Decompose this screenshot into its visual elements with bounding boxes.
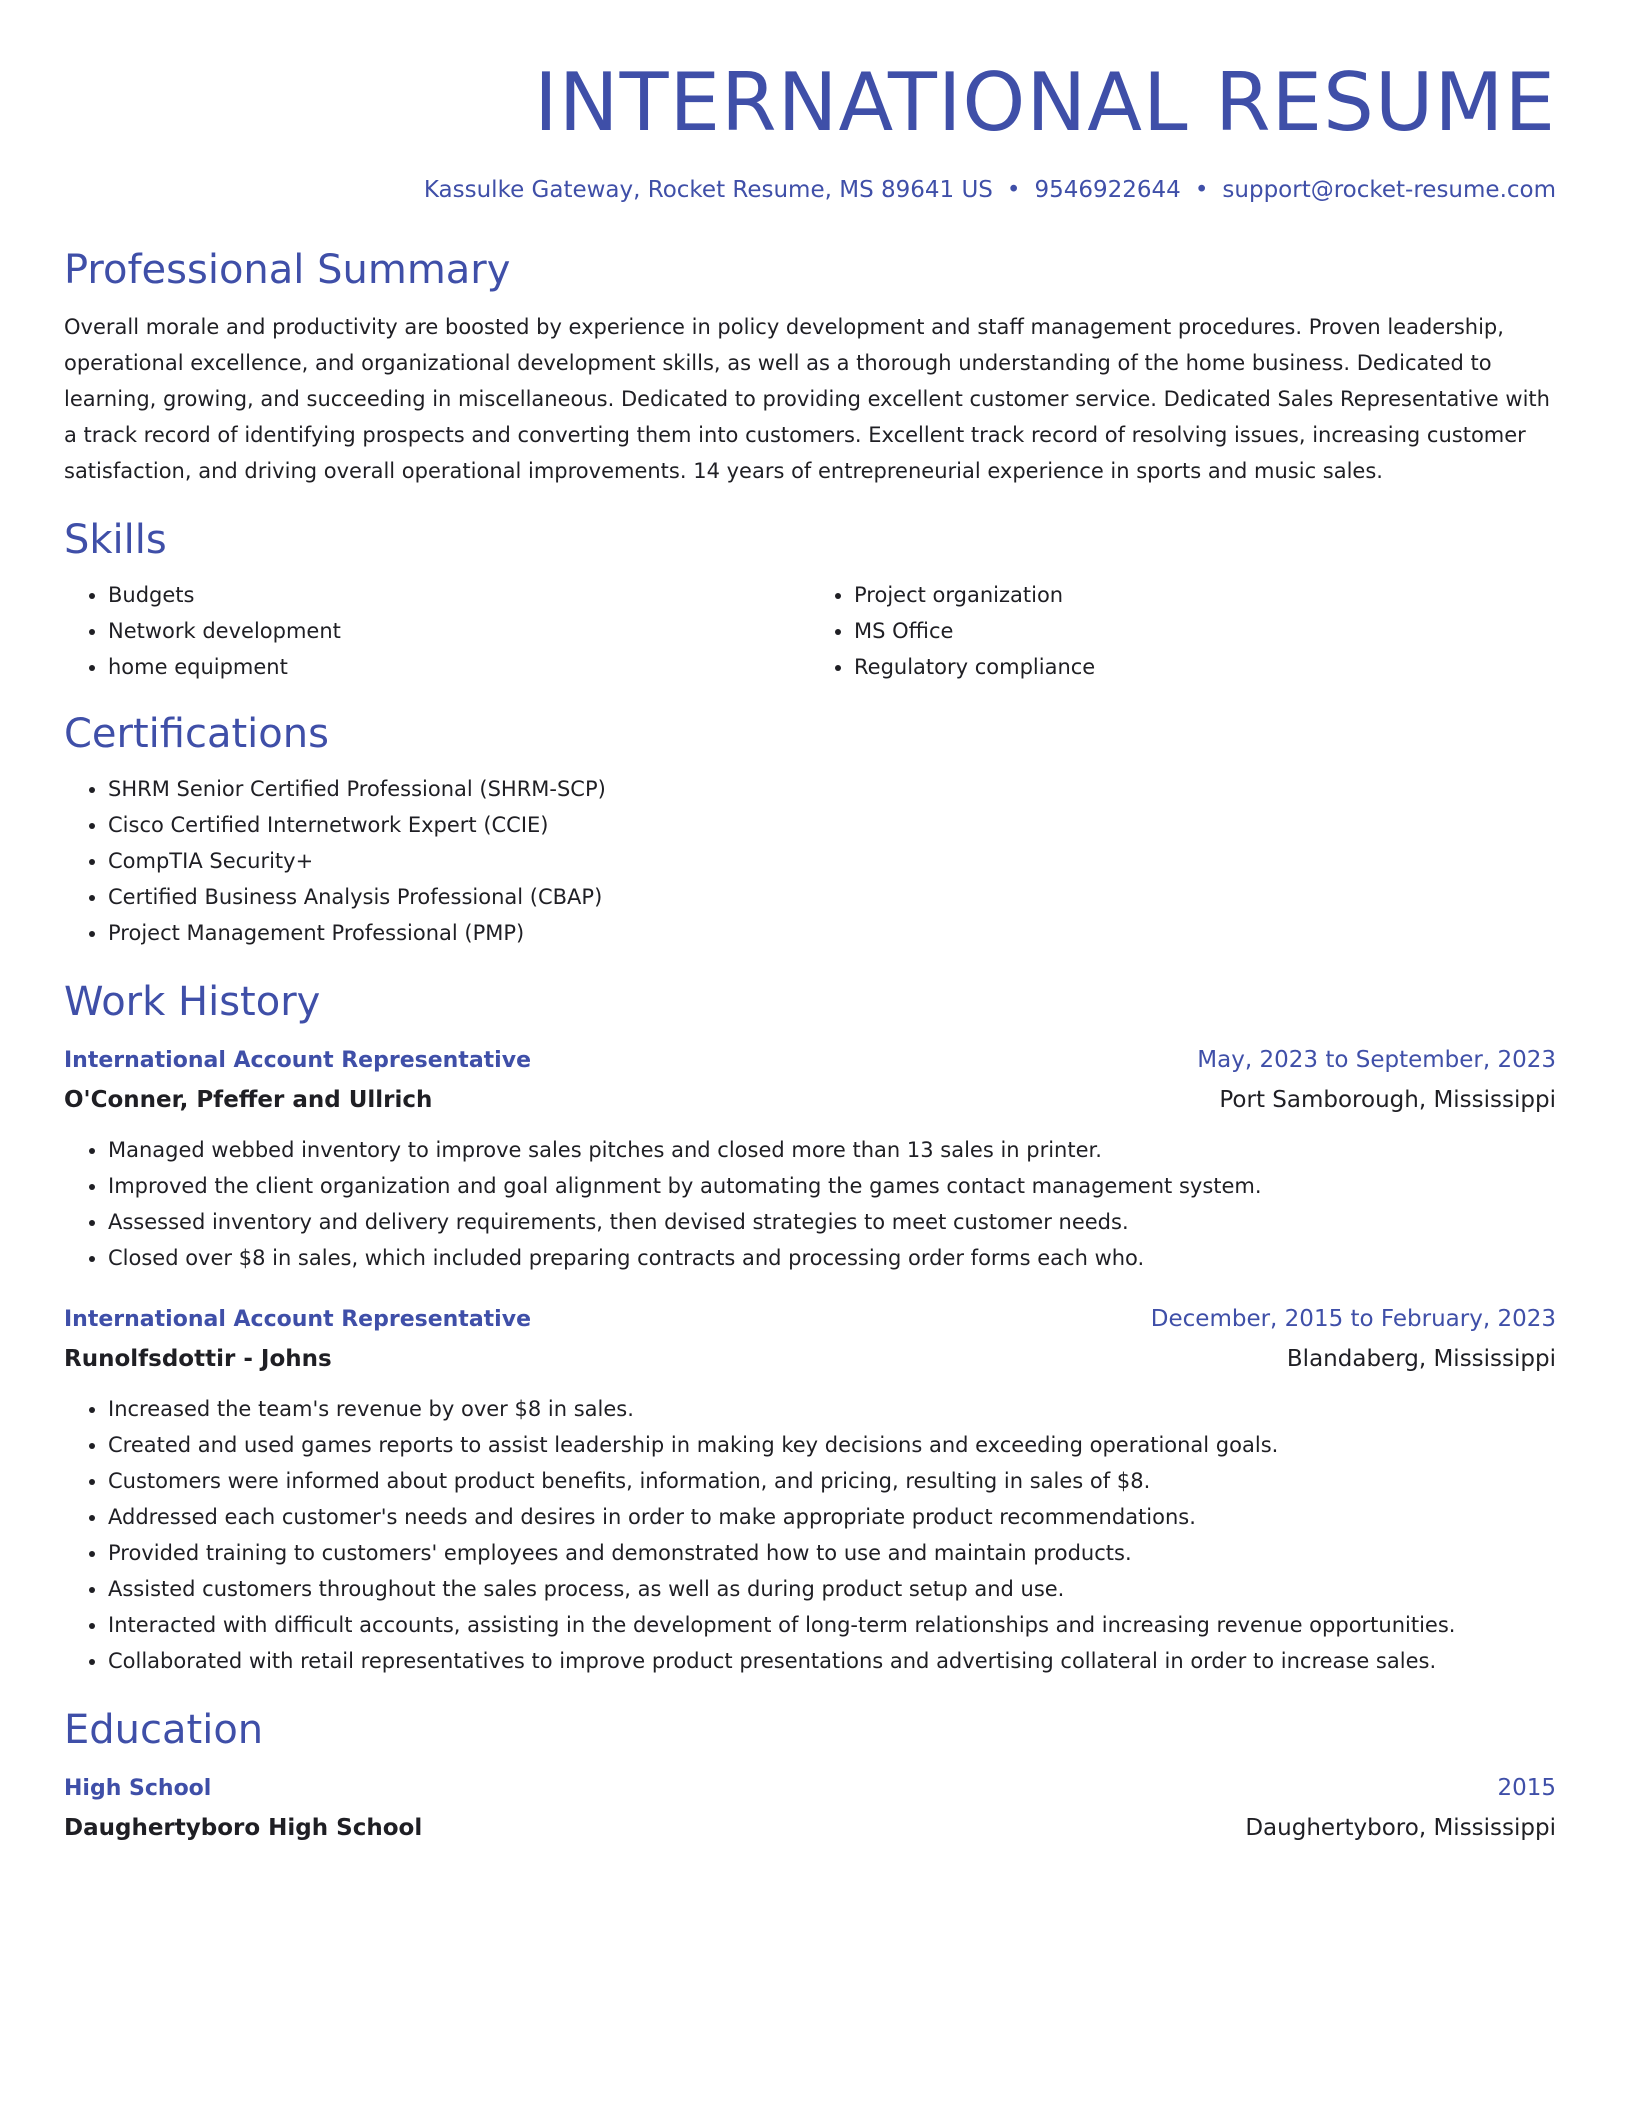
job-dates: December, 2015 to February, 2023 bbox=[1150, 1306, 1556, 1332]
skills-column-left bbox=[64, 577, 810, 685]
job-bullet: • Addressed each customer's needs and desires in order to make appropriate product recommendations. bbox=[108, 1499, 1556, 1535]
job-bullet: • Assessed inventory and delivery requirements, then devised strategies to meet customer needs. bbox=[108, 1204, 1556, 1240]
education-year: 2015 bbox=[1497, 1775, 1556, 1801]
job-bullets bbox=[64, 1391, 1556, 1679]
contact-phone: 9546922644 bbox=[1034, 177, 1181, 203]
certification-item: • CompTIA Security+ bbox=[108, 843, 1556, 879]
skills-list bbox=[64, 577, 1556, 685]
contact-separator: • bbox=[1194, 177, 1209, 203]
job-bullet: • Managed webbed inventory to improve sales pitches and closed more than 13 sales in printer. bbox=[108, 1132, 1556, 1168]
education-school: Daughertyboro High School bbox=[64, 1815, 423, 1841]
certifications-list bbox=[64, 771, 1556, 951]
job-entry bbox=[64, 1041, 1556, 1276]
job-title: International Account Representative bbox=[64, 1307, 531, 1332]
contact-email: support@rocket-resume.com bbox=[1222, 177, 1556, 203]
contact-separator: • bbox=[1006, 177, 1021, 203]
resume-page bbox=[64, 0, 1556, 1848]
job-entry bbox=[64, 1300, 1556, 1679]
certification-item: • Cisco Certified Internetwork Expert (CCIE) bbox=[108, 807, 1556, 843]
certification-item: • SHRM Senior Certified Professional (SHRM-SCP) bbox=[108, 771, 1556, 807]
education-header bbox=[64, 1769, 1556, 1808]
skill-item: • Network development bbox=[108, 613, 810, 649]
job-bullets bbox=[64, 1132, 1556, 1276]
job-bullet: • Created and used games reports to assist leadership in making key decisions and exceeding operational goals. bbox=[108, 1427, 1556, 1463]
job-bullet: • Provided training to customers' employees and demonstrated how to use and maintain products. bbox=[108, 1535, 1556, 1571]
job-bullet: • Assisted customers throughout the sales process, as well as during product setup and use. bbox=[108, 1571, 1556, 1607]
job-subheader bbox=[64, 1339, 1556, 1379]
job-location: Port Samborough, Mississippi bbox=[1219, 1087, 1556, 1113]
education-subheader bbox=[64, 1808, 1556, 1848]
section-heading-education: Education bbox=[64, 1707, 264, 1753]
job-dates: May, 2023 to September, 2023 bbox=[1197, 1047, 1556, 1073]
job-bullet: • Collaborated with retail representatives to improve product presentations and advertising collateral in order to increase sales. bbox=[108, 1643, 1556, 1679]
certification-item: • Certified Business Analysis Professional (CBAP) bbox=[108, 879, 1556, 915]
certification-item: • Project Management Professional (PMP) bbox=[108, 915, 1556, 951]
job-subheader bbox=[64, 1080, 1556, 1120]
job-bullet: • Closed over $8 in sales, which included preparing contracts and processing order forms each who. bbox=[108, 1240, 1556, 1276]
job-location: Blandaberg, Mississippi bbox=[1286, 1346, 1556, 1372]
job-bullet: • Interacted with difficult accounts, assisting in the development of long-term relationships and increasing revenue opportunities. bbox=[108, 1607, 1556, 1643]
job-header bbox=[64, 1041, 1556, 1080]
section-heading-work-history: Work History bbox=[64, 979, 321, 1025]
resume-title: INTERNATIONAL RESUME bbox=[534, 56, 1556, 149]
job-header bbox=[64, 1300, 1556, 1339]
education-location: Daughertyboro, Mississippi bbox=[1245, 1815, 1556, 1841]
contact-address: Kassulke Gateway, Rocket Resume, MS 89641 US bbox=[423, 177, 993, 203]
section-heading-summary: Professional Summary bbox=[64, 247, 511, 293]
section-heading-certifications: Certifications bbox=[64, 711, 329, 757]
education-entry bbox=[64, 1769, 1556, 1848]
job-title: International Account Representative bbox=[64, 1048, 531, 1073]
education-degree: High School bbox=[64, 1776, 212, 1801]
job-bullet: • Customers were informed about product benefits, information, and pricing, resulting in sales of $8. bbox=[108, 1463, 1556, 1499]
skill-item: • Budgets bbox=[108, 577, 810, 613]
job-company: Runolfsdottir - Johns bbox=[64, 1346, 332, 1372]
job-company: O'Conner, Pfeffer and Ullrich bbox=[64, 1087, 433, 1113]
summary-text: Overall morale and productivity are boosted by experience in policy development and staff management procedures. Proven leadership, operational excellence, and organizational development skills, as well as a thorough understanding of the home business. Dedicated to learning, growing, and succeeding in miscellaneous. Dedicated to providing excellent customer service. Dedicated Sales Representative with a track record of identifying prospects and converting them into customers. Excellent track record of resolving issues, increasing customer satisfaction, and driving overall operational improvements. 14 years of entrepreneurial experience in sports and music sales. bbox=[64, 315, 1550, 483]
skill-item: • Project organization bbox=[854, 577, 1556, 613]
section-heading-skills: Skills bbox=[64, 517, 167, 563]
skills-column-right bbox=[810, 577, 1556, 685]
contact-line bbox=[64, 175, 1556, 205]
skill-item: • Regulatory compliance bbox=[854, 649, 1556, 685]
job-bullet: • Increased the team's revenue by over $8 in sales. bbox=[108, 1391, 1556, 1427]
skill-item: • MS Office bbox=[854, 613, 1556, 649]
job-bullet: • Improved the client organization and goal alignment by automating the games contact management system. bbox=[108, 1168, 1556, 1204]
skill-item: • home equipment bbox=[108, 649, 810, 685]
